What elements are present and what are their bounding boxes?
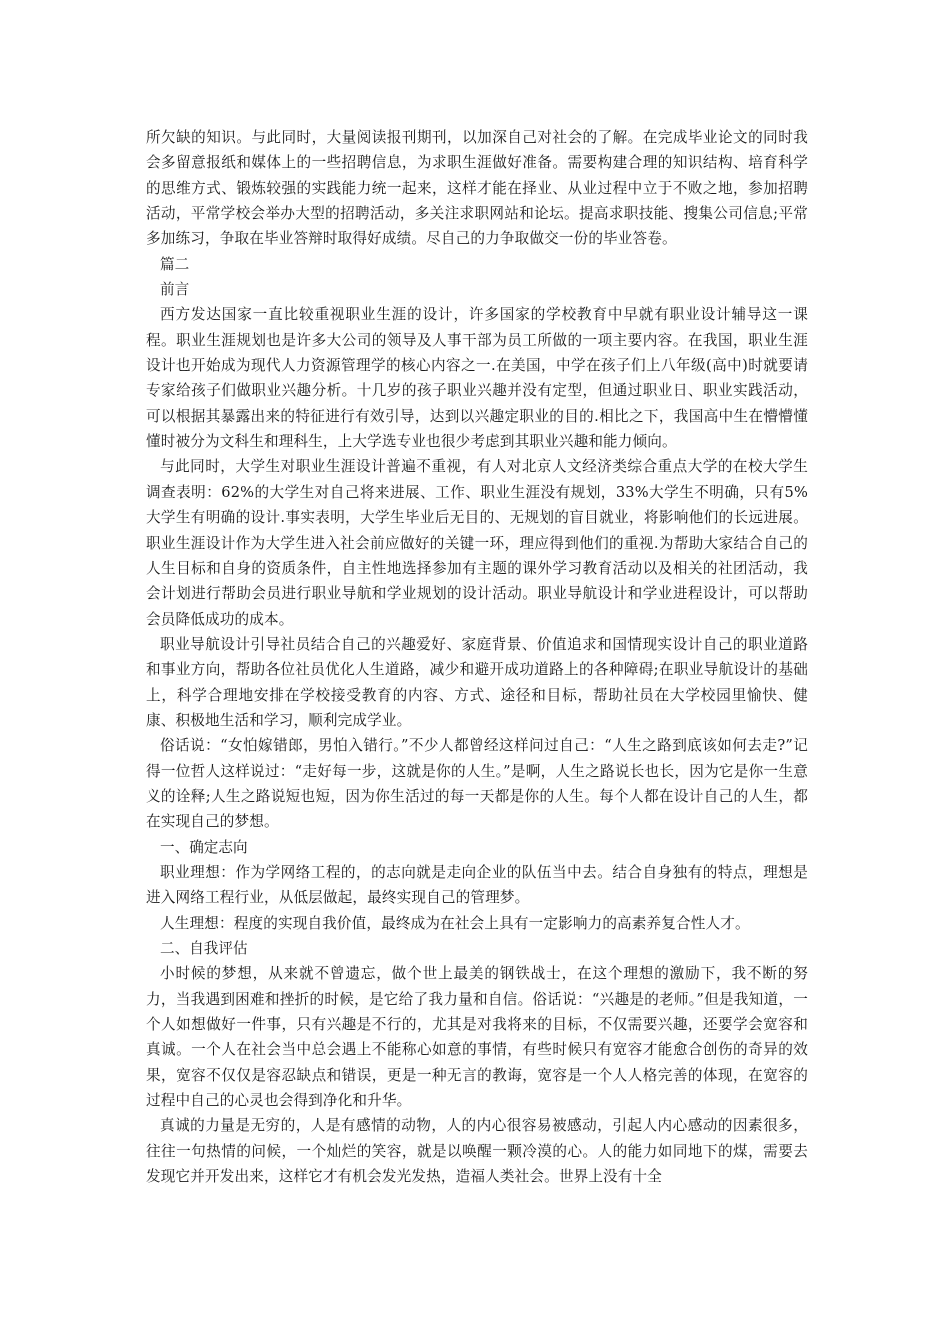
paragraph-career-navigation: 职业导航设计引导社员结合自己的兴趣爱好、家庭背景、价值追求和国情现实设计自己的职业道路和事业方向，帮助各位社员优化人生道路，减少和避开成功道路上的各种障碍;在职业导航设计的基础上，科学合理地安排在学校接受教育的内容、方式、途径和目标，帮助社员在大学校园里愉快、健康、积极地生活和学习，顺利完成学业。	[146, 635, 808, 729]
document-page	[146, 125, 808, 1189]
paragraph-career-ideal: 职业理想：作为学网络工程的，的志向就是走向企业的队伍当中去。结合自身独有的特点，理想是进入网络工程行业，从低层做起，最终实现自己的管理梦。	[146, 863, 808, 907]
paragraph-student-survey: 与此同时，大学生对职业生涯设计普遍不重视，有人对北京人文经济类综合重点大学的在校大学生调查表明：62%的大学生对自己将来进展、工作、职业生涯没有规划，33%大学生不明确，只有5%大学生有明确的设计.事实表明，大学生毕业后无目的、无规划的盲目就业，将影响他们的长远进展。职业生涯设计作为大学生进入社会前应做好的关键一环，理应得到他们的重视.为帮助大家结合自己的人生目标和自身的资质条件，自主性地选择参加有主题的课外学习教育活动以及相关的社团活动，我会计划进行帮助会员进行职业导航和学业规划的设计活动。职业导航设计和学业进程设计，可以帮助会员降低成功的成本。	[146, 458, 808, 628]
paragraph-life-ideal: 人生理想：程度的实现自我价值，最终成为在社会上具有一定影响力的高素养复合性人才。	[160, 914, 750, 932]
heading-determine-aspiration: 一、确定志向	[160, 838, 248, 856]
paragraph-western-countries: 西方发达国家一直比较重视职业生涯的设计，许多国家的学校教育中早就有职业设计辅导这一课程。职业生涯规划也是许多大公司的领导及人事干部为员工所做的一项主要内容。在我国，职业生涯设计也开始成为现代人力资源管理学的核心内容之一.在美国，中学在孩子们上八年级(高中)时就要请专家给孩子们做职业兴趣分析。十几岁的孩子职业兴趣并没有定型，但通过职业日、职业实践活动，可以根据其暴露出来的特征进行有效引导，达到以兴趣定职业的目的.相比之下，我国高中生在懵懵懂懂时被分为文科生和理科生，上大学选专业也很少考虑到其职业兴趣和能力倾向。	[146, 306, 808, 451]
section-label-part-two: 篇二	[160, 255, 190, 273]
paragraph-power-of-sincerity: 真诚的力量是无穷的，人是有感情的动物，人的内心很容易被感动，引起人内心感动的因素很多，往往一句热情的问候，一个灿烂的笑容，就是以唤醒一颗冷漠的心。人的能力如同地下的煤，需要去发现它并开发出来，这样它才有机会发光发热，造福人类社会。世界上没有十全	[146, 1117, 808, 1186]
heading-self-assessment: 二、自我评估	[160, 940, 248, 957]
heading-preface: 前言	[160, 281, 190, 299]
paragraph-childhood-dream: 小时候的梦想，从来就不曾遗忘，做个世上最美的钢铁战士，在这个理想的激励下，我不断的努力，当我遇到困难和挫折的时候，是它给了我力量和自信。俗话说：“兴趣是的老师。”但是我知道，一个人如想做好一件事，只有兴趣是不行的，尤其是对我将来的目标，不仅需要兴趣，还要学会宽容和真诚。一个人在社会当中总会遇上不能称心如意的事情，有些时候只有宽容才能愈合创伤的奇异的效果，宽容不仅仅是容忍缺点和错误，更是一种无言的教诲，宽容是一个人人格完善的体现，在宽容的过程中自己的心灵也会得到净化和升华。	[146, 965, 808, 1110]
paragraph-intro-continued: 所欠缺的知识。与此同时，大量阅读报刊期刊，以加深自己对社会的了解。在完成毕业论文的同时我会多留意报纸和媒体上的一些招聘信息，为求职生涯做好准备。需要构建合理的知识结构、培育科学的思维方式、锻炼较强的实践能力统一起来，这样才能在择业、从业过程中立于不败之地，参加招聘活动，平常学校会举办大型的招聘活动，多关注求职网站和论坛。提高求职技能、搜集公司信息;平常多加练习，争取在毕业答辩时取得好成绩。尽自己的力争取做交一份的毕业答卷。	[146, 129, 808, 248]
paragraph-proverb: 俗话说：“女怕嫁错郎，男怕入错行。”不少人都曾经这样问过自己：“人生之路到底该如何去走?”记得一位哲人这样说过：“走好每一步，这就是你的人生。”是啊，人生之路说长也长，因为它是你一生意义的诠释;人生之路说短也短，因为你生活过的每一天都是你的人生。每个人都在设计自己的人生，都在实现自己的梦想。	[146, 737, 808, 831]
